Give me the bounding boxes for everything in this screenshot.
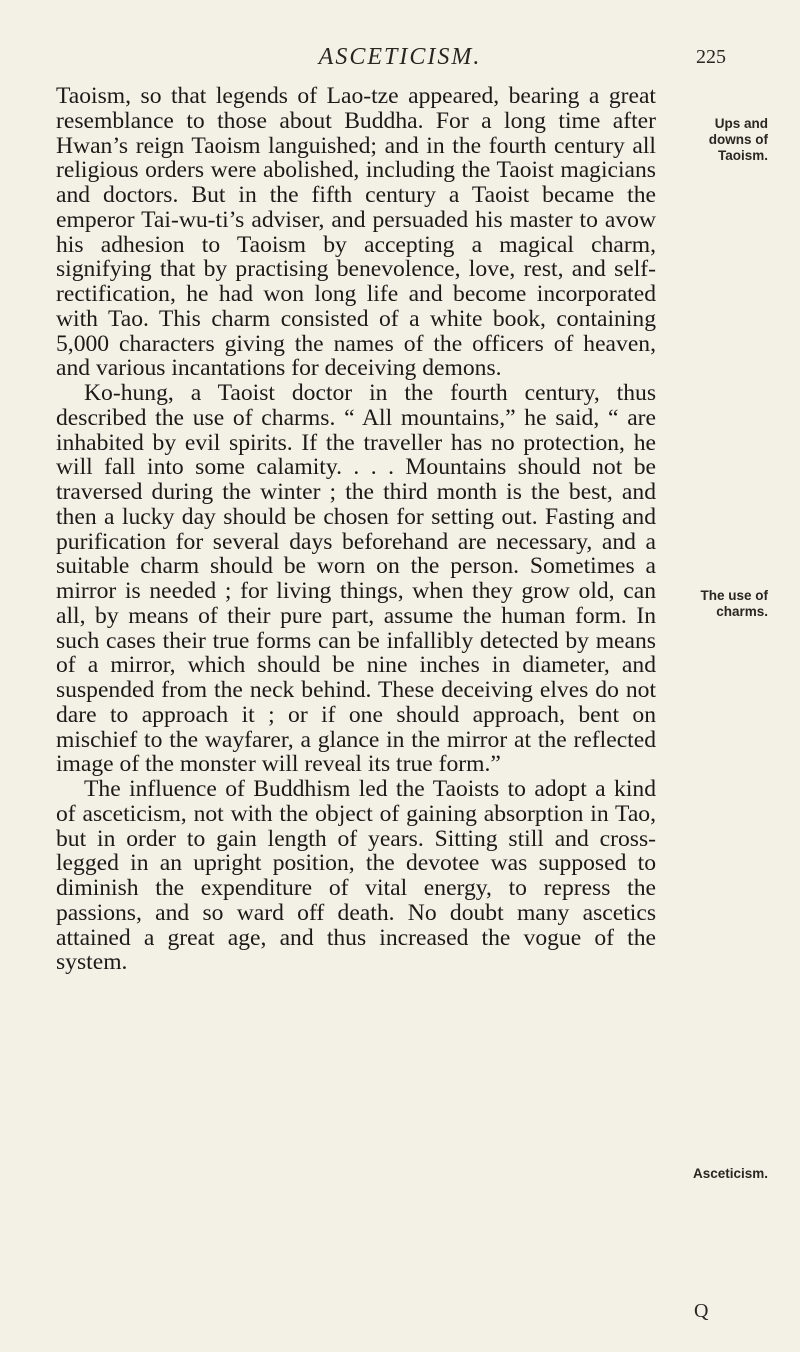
sidenote-line: Taoism. — [717, 148, 768, 163]
page-number: 225 — [696, 46, 726, 68]
sidenote-line: Asceticism. — [692, 1166, 768, 1181]
sidenote-line: The use of — [700, 588, 768, 603]
paragraph-3: The influence of Buddhism led the Taoists to adopt a kind of asceticism, not with the object of gaining absorption in Tao, but in order to gain length of years. Sitting still and cross-legged in an upright position, the devotee was supposed to diminish the expenditure of vital energy, to repress the passions, and so ward off death. No doubt many ascetics attained a great age, and thus increased the vogue of the system. — [56, 776, 656, 976]
signature-mark: Q — [694, 1300, 709, 1322]
sidenote-line: charms. — [716, 604, 768, 619]
sidenote-ups-and-downs — [672, 116, 768, 164]
sidenote-use-of-charms — [672, 588, 768, 620]
paragraph-1: Taoism, so that legends of Lao-tze appeared, bearing a great resemblance to those about Buddha. For a long time after Hwan’s reign Taoism languished; and in the fourth century all religious orders were abolished, including the Taoist magicians and doctors. But in the fifth century a Taoist became the emperor Tai-wu-ti’s adviser, and persuaded his master to avow his adhesion to Taoism by accepting a magical charm, signifying that by practising benevolence, love, rest, and self-rectification, he had won long life and become incorporated with Tao. This charm consisted of a white book, containing 5,000 characters giving the names of the officers of heaven, and various incantations for deceiving demons. — [56, 83, 656, 382]
sidenote-asceticism — [672, 1166, 768, 1182]
sidenote-line: downs of — [708, 132, 768, 147]
sidenote-line: Ups and — [714, 116, 768, 131]
paragraph-2: Ko-hung, a Taoist doctor in the fourth century, thus described the use of charms. “ All mountains,” he said, “ are inhabited by evil spirits. If the traveller has no protection, he will fall into some calamity. . . . Mountains should not be traversed during the winter ; the third month is the best, and then a lucky day should be chosen for setting out. Fasting and purification for several days beforehand are necessary, and a suitable charm should be worn on the person. Sometimes a mirror is needed ; for living things, when they grow old, can all, by means of their pure part, assume the human form. In such cases their true forms can be infallibly detected by means of a mirror, which should be nine inches in diameter, and suspended from the neck behind. These deceiving elves do not dare to approach it ; or if one should approach, bent on mischief to the wayfarer, a glance in the mirror at the reflected image of the monster will reveal its true form.” — [56, 380, 656, 778]
body-text — [56, 84, 656, 975]
running-title: ASCETICISM. — [318, 44, 482, 70]
page-header — [0, 44, 800, 84]
